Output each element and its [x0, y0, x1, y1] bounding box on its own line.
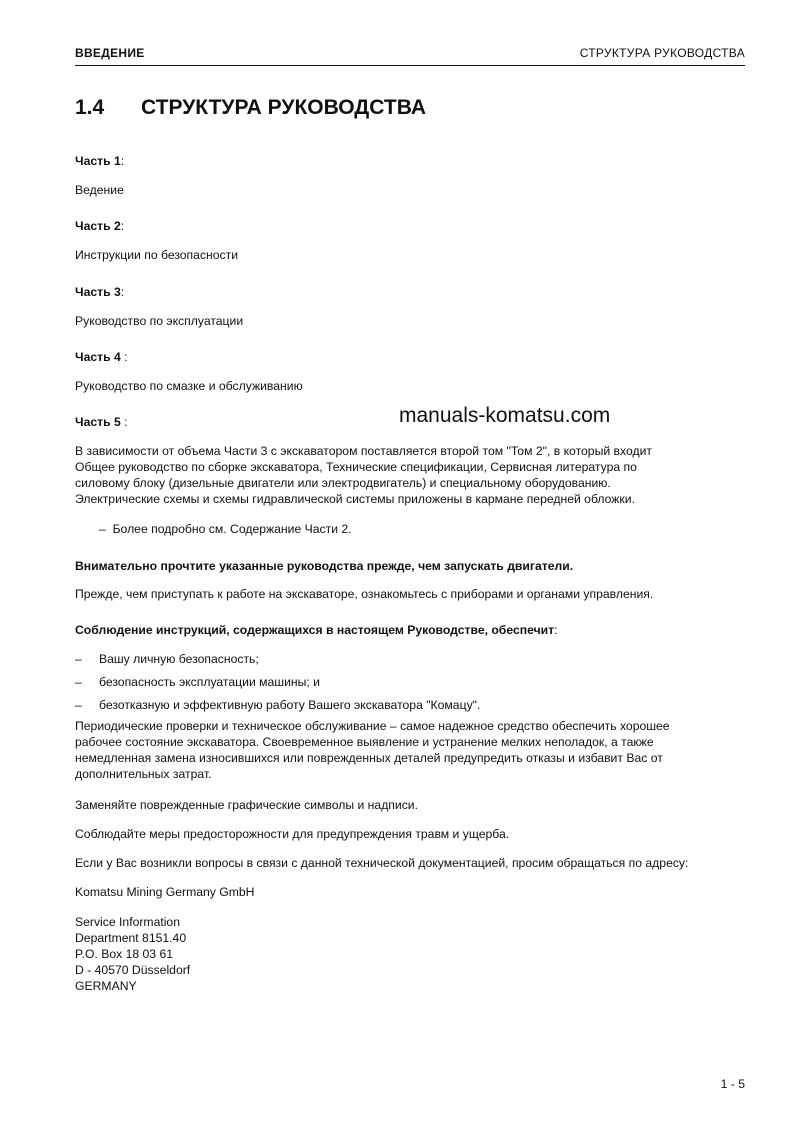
part-3-label: Часть 3:: [75, 285, 125, 299]
compliance-item: – безотказную и эффективную работу Вашего экскаватора "Комацу".: [75, 698, 481, 712]
watermark-text: manuals-komatsu.com: [399, 404, 611, 427]
part-2-label: Часть 2:: [75, 219, 125, 233]
header-chapter: СТРУКТУРА РУКОВОДСТВА: [579, 46, 745, 60]
familiarize-text: Прежде, чем приступать к работе на экскаваторе, ознакомьтесь с приборами и органами управления.: [75, 587, 654, 601]
part-1-text: Ведение: [75, 183, 124, 197]
read-manuals-warning: Внимательно прочтите указанные руководства прежде, чем запускать двигатели.: [75, 559, 574, 573]
part-3-text: Руководство по эксплуатации: [75, 314, 244, 328]
compliance-item: – безопасность эксплуатации машины; и: [75, 675, 320, 689]
address-block: Service Information Department 8151.40 P.O. Box 18 03 61 D - 40570 Düsseldorf GERMANY: [75, 915, 191, 993]
company-name: Komatsu Mining Germany GmbH: [75, 885, 255, 899]
part-5-label: Часть 5 :: [75, 415, 128, 429]
part-2-text: Инструкции по безопасности: [75, 248, 239, 262]
title-text: СТРУКТУРА РУКОВОДСТВА: [141, 96, 427, 119]
compliance-heading: Соблюдение инструкций, содержащихся в настоящем Руководстве, обеспечит:: [75, 623, 558, 637]
part-4-label: Часть 4 :: [75, 350, 128, 364]
part-1-label: Часть 1:: [75, 154, 125, 168]
header-section: ВВЕДЕНИЕ: [75, 46, 145, 60]
part-4-text: Руководство по смазке и обслуживанию: [75, 379, 303, 393]
header-rule: [75, 65, 745, 66]
maintenance-paragraph: Периодические проверки и техническое обслуживание – самое надежное средство обеспечить хорошее рабочее состояние экскаватора. Своевременное выявление и устранение мелких неполадок, а также немедленная замена износившихся или поврежденных деталей предупредить отказы и избавит Вас от дополнительных затрат.: [75, 719, 670, 781]
page-title: [75, 96, 426, 120]
part-5-note: – Более подробно см. Содержание Части 2.: [99, 522, 352, 536]
precautions-text: Соблюдайте меры предосторожности для предупреждения травм и ущерба.: [75, 827, 510, 841]
part-5-paragraph: В зависимости от объема Части 3 с экскаватором поставляется второй том "Том 2", в который входит Общее руководство по сборке экскаватора, Технические спецификации, Сервисная литература по силовому блоку (дизельные двигатели или электродвигатель) и специальному оборудованию. Электрические схемы и схемы гидравлической системы приложены в кармане передней обложки.: [75, 444, 652, 506]
page-number: 1 - 5: [720, 1077, 745, 1091]
replace-symbols-text: Заменяйте поврежденные графические символы и надписи.: [75, 798, 418, 812]
compliance-item: – Вашу личную безопасность;: [75, 652, 259, 666]
questions-text: Если у Вас возникли вопросы в связи с данной технической документацией, просим обращаться по адресу:: [75, 856, 689, 870]
title-number: 1.4: [75, 96, 105, 119]
